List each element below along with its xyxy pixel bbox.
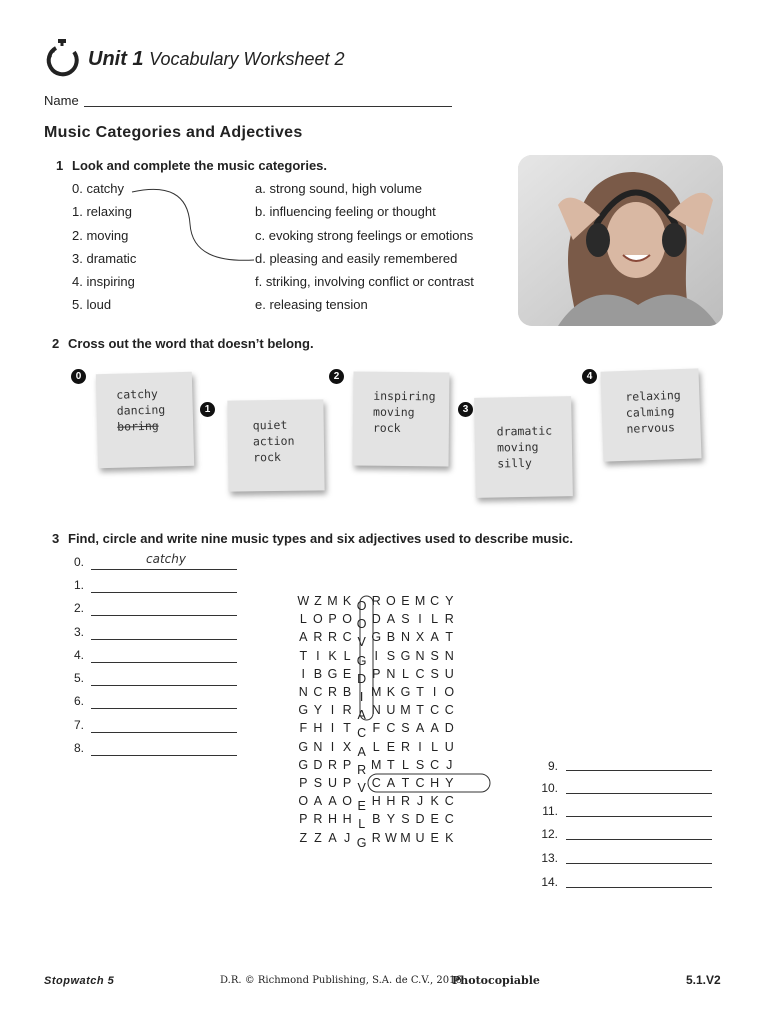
grid-letter[interactable]: L <box>401 757 409 772</box>
worksheet-label: Vocabulary Worksheet 2 <box>149 49 345 69</box>
grid-letter[interactable]: A <box>415 721 425 736</box>
grid-letter[interactable]: F <box>372 721 381 736</box>
answer-label-8: 8. <box>73 741 84 755</box>
grid-letter[interactable]: V <box>357 635 366 650</box>
grid-letter[interactable]: J <box>343 830 351 845</box>
grid-letter[interactable]: S <box>430 666 439 681</box>
answer-line-8[interactable] <box>91 754 237 756</box>
answer-line-13[interactable] <box>566 862 712 864</box>
note-2-word-3: rock <box>372 420 401 435</box>
grid-letter[interactable]: B <box>386 630 396 645</box>
grid-letter[interactable]: R <box>327 757 337 772</box>
grid-letter[interactable]: A <box>357 744 366 759</box>
stopwatch-brand-logo: Stopwatch 5 <box>44 975 115 987</box>
answer-label-6: 6. <box>73 694 84 708</box>
photocopiable-label: Photocopiable <box>452 974 540 987</box>
grid-letter[interactable]: I <box>301 666 306 681</box>
grid-letter[interactable]: F <box>299 721 308 736</box>
grid-letter[interactable]: C <box>415 776 425 790</box>
grid-letter[interactable]: Y <box>313 703 323 718</box>
grid-letter[interactable]: U <box>386 703 396 718</box>
grid-letter[interactable]: K <box>328 648 337 663</box>
ex1-left-item-2 <box>72 228 128 243</box>
grid-letter[interactable]: S <box>386 648 396 663</box>
grid-letter[interactable]: T <box>445 630 454 645</box>
grid-letter[interactable]: P <box>328 612 337 627</box>
grid-letter[interactable]: T <box>299 648 308 663</box>
ex1-left-item-5 <box>72 297 111 312</box>
grid-letter[interactable]: M <box>327 594 338 608</box>
worksheet-code: 5.1.V2 <box>686 973 721 987</box>
exercise-1-number: 1 <box>56 158 64 173</box>
grid-letter[interactable]: W <box>384 830 397 845</box>
sticky-note-3[interactable] <box>474 396 573 498</box>
grid-letter[interactable]: R <box>400 739 410 754</box>
grid-letter[interactable]: K <box>445 830 454 845</box>
grid-letter[interactable]: A <box>313 794 323 809</box>
word-search-circles <box>296 594 496 854</box>
grid-letter[interactable]: O <box>356 617 367 632</box>
grid-letter[interactable]: N <box>400 630 410 645</box>
note-4-badge: 4 <box>582 369 597 384</box>
name-field[interactable] <box>84 106 452 107</box>
grid-letter[interactable]: C <box>430 757 440 772</box>
sticky-note-4[interactable] <box>600 368 701 461</box>
grid-letter[interactable]: M <box>414 594 426 608</box>
note-4-word-2: calming <box>625 404 675 420</box>
grid-letter[interactable]: Y <box>445 594 454 608</box>
grid-letter[interactable]: S <box>401 612 410 627</box>
grid-letter[interactable]: U <box>444 739 454 754</box>
ex1-left-item-1 <box>72 204 132 219</box>
grid-letter[interactable]: L <box>299 612 307 627</box>
grid-letter[interactable]: I <box>418 612 422 627</box>
grid-letter[interactable]: P <box>299 812 308 827</box>
grid-letter[interactable]: C <box>342 630 352 645</box>
sticky-note-0 <box>96 372 194 468</box>
grid-letter[interactable]: A <box>430 721 439 736</box>
grid-letter[interactable]: H <box>313 721 323 736</box>
grid-letter[interactable]: I <box>418 739 422 754</box>
grid-letter[interactable]: P <box>342 776 352 790</box>
ex1-right-item-e: e. releasing tension <box>255 297 368 312</box>
item-number: 0. <box>72 181 83 196</box>
grid-letter[interactable]: I <box>316 648 320 663</box>
grid-letter[interactable]: E <box>386 739 396 754</box>
grid-letter[interactable]: O <box>313 612 323 627</box>
grid-letter[interactable]: E <box>430 812 439 827</box>
grid-letter[interactable]: G <box>400 648 411 663</box>
answer-label-10: 10. <box>541 781 558 795</box>
note-1-word-2: action <box>252 433 295 449</box>
grid-letter[interactable]: A <box>328 830 337 845</box>
grid-letter[interactable]: K <box>342 594 352 608</box>
grid-letter[interactable]: G <box>356 653 367 668</box>
grid-letter[interactable]: H <box>327 812 337 827</box>
grid-letter[interactable]: I <box>432 685 437 699</box>
grid-letter[interactable]: E <box>430 830 439 845</box>
grid-letter[interactable]: H <box>430 776 440 790</box>
grid-letter[interactable]: V <box>357 781 366 795</box>
grid-letter[interactable]: R <box>342 703 352 718</box>
grid-letter[interactable]: U <box>327 776 337 790</box>
grid-letter[interactable]: I <box>330 721 335 736</box>
ex1-right-item-a: a. strong sound, high volume <box>255 181 422 196</box>
grid-letter[interactable]: R <box>371 830 381 845</box>
grid-letter[interactable]: C <box>357 726 367 741</box>
unit-label: Unit 1 <box>88 48 144 70</box>
item-number: 1. <box>72 204 83 219</box>
answer-line-11[interactable] <box>566 815 712 817</box>
example-match-line <box>128 184 260 268</box>
item-word: relaxing <box>86 204 132 219</box>
grid-letter[interactable]: G <box>298 739 309 754</box>
grid-letter[interactable]: O <box>298 794 309 809</box>
answer-line-5[interactable] <box>91 684 237 686</box>
grid-letter[interactable]: N <box>371 703 381 718</box>
answer-label-11: 11. <box>542 804 558 818</box>
grid-letter[interactable]: W <box>297 594 310 608</box>
grid-letter[interactable]: M <box>371 757 382 772</box>
answer-label-3: 3. <box>73 625 84 639</box>
exercise-3-number: 3 <box>52 531 60 546</box>
note-3-word-2: moving <box>496 439 539 455</box>
grid-letter[interactable]: S <box>401 721 410 736</box>
grid-letter[interactable]: O <box>356 599 367 613</box>
grid-letter[interactable]: R <box>371 594 381 608</box>
note-3-badge: 3 <box>458 402 473 417</box>
answer-label-12: 12. <box>541 827 558 841</box>
item-word: moving <box>86 228 129 243</box>
grid-letter[interactable]: A <box>386 612 396 627</box>
ex1-left-item-0 <box>72 181 124 196</box>
exercise-2-instruction: Cross out the word that doesn’t belong. <box>68 336 314 351</box>
grid-letter[interactable]: R <box>357 762 367 777</box>
grid-letter[interactable]: B <box>342 685 352 699</box>
grid-letter[interactable]: G <box>298 757 309 772</box>
ex1-right-item-b: b. influencing feeling or thought <box>255 204 436 219</box>
answer-line-1[interactable] <box>91 591 237 593</box>
grid-letter[interactable]: C <box>430 703 440 718</box>
stopwatch-logo-icon <box>44 38 80 78</box>
answer-label-1: 1. <box>73 578 84 592</box>
section-title: Music Categories and Adjectives <box>44 124 303 141</box>
grid-letter[interactable]: E <box>342 666 352 681</box>
note-0-word-2: dancing <box>116 402 166 418</box>
sticky-note-2[interactable] <box>353 371 450 466</box>
grid-letter[interactable]: N <box>386 666 396 681</box>
ex1-right-item-f: f. striking, involving conflict or contrast <box>255 274 474 289</box>
grid-letter[interactable]: C <box>444 703 454 718</box>
answer-label-0: 0. <box>73 555 84 569</box>
answer-label-2: 2. <box>73 601 84 615</box>
grid-letter[interactable]: R <box>313 812 323 827</box>
grid-letter[interactable]: D <box>444 721 454 736</box>
grid-letter[interactable]: R <box>444 612 454 627</box>
grid-letter[interactable]: L <box>431 739 439 754</box>
grid-letter[interactable]: J <box>446 757 453 772</box>
copyright-text: D.R. © Richmond Publishing, S.A. de C.V., 2016 <box>220 975 462 986</box>
grid-letter[interactable]: L <box>358 817 366 832</box>
grid-letter[interactable]: L <box>431 612 439 627</box>
grid-letter[interactable]: Z <box>299 830 308 845</box>
grid-letter[interactable]: T <box>401 776 410 790</box>
item-word: catchy <box>86 181 125 196</box>
grid-letter[interactable]: B <box>372 812 381 827</box>
grid-letter[interactable]: Y <box>386 812 396 827</box>
item-number: 2. <box>72 228 83 243</box>
grid-letter[interactable]: D <box>415 812 425 827</box>
answer-label-14: 14. <box>541 875 558 889</box>
grid-letter[interactable]: P <box>342 757 352 772</box>
grid-letter[interactable]: S <box>415 757 425 772</box>
grid-letter[interactable]: B <box>313 666 323 681</box>
grid-letter[interactable]: E <box>357 799 366 814</box>
grid-letter[interactable]: U <box>444 666 454 681</box>
note-1-word-3: rock <box>253 449 281 465</box>
grid-letter[interactable]: L <box>343 648 351 663</box>
answer-line-6[interactable] <box>91 707 237 709</box>
ex1-left-item-3 <box>72 251 136 266</box>
exercise-2-number: 2 <box>52 336 60 351</box>
grid-letter[interactable]: O <box>385 594 396 608</box>
grid-letter[interactable]: O <box>342 612 352 627</box>
answer-line-14[interactable] <box>566 886 712 888</box>
answer-line-9[interactable] <box>566 769 712 771</box>
grid-letter[interactable]: N <box>415 648 425 663</box>
grid-letter[interactable]: D <box>357 671 367 686</box>
grid-letter[interactable]: G <box>298 703 309 718</box>
grid-letter[interactable]: C <box>444 794 454 809</box>
grid-letter[interactable]: M <box>371 685 382 699</box>
grid-letter[interactable]: C <box>313 685 323 699</box>
ex1-right-item-c: c. evoking strong feelings or emotions <box>255 228 474 243</box>
grid-letter[interactable]: S <box>430 648 439 663</box>
answer-line-3[interactable] <box>91 638 237 640</box>
grid-letter[interactable]: A <box>430 630 439 645</box>
grid-letter[interactable]: N <box>298 685 308 699</box>
grid-letter[interactable]: G <box>400 685 411 699</box>
grid-letter[interactable]: I <box>330 739 335 754</box>
grid-letter[interactable]: X <box>415 630 425 645</box>
grid-letter[interactable]: S <box>401 812 410 827</box>
note-1-badge: 1 <box>200 402 215 417</box>
grid-letter[interactable]: R <box>313 630 323 645</box>
grid-letter[interactable]: C <box>386 721 396 736</box>
grid-letter[interactable]: G <box>327 666 338 681</box>
example-answer: catchy <box>146 552 186 566</box>
grid-letter[interactable]: I <box>359 690 364 704</box>
grid-letter[interactable]: R <box>400 794 410 809</box>
grid-letter[interactable]: A <box>299 630 308 645</box>
answer-label-4: 4. <box>73 648 84 662</box>
answer-label-7: 7. <box>73 718 84 732</box>
grid-letter[interactable]: I <box>374 648 378 663</box>
grid-letter[interactable]: A <box>328 794 337 809</box>
answer-line-2[interactable] <box>91 614 237 616</box>
grid-letter[interactable]: A <box>357 708 366 723</box>
note-0-word-1: catchy <box>116 386 159 402</box>
grid-letter[interactable]: R <box>327 630 337 645</box>
exercise-1-heading <box>56 158 327 173</box>
answer-label-13: 13. <box>541 851 558 865</box>
worksheet-title <box>88 48 345 71</box>
exercise-2-heading <box>52 336 314 351</box>
grid-letter[interactable]: R <box>327 685 337 699</box>
answer-label-9: 9. <box>547 759 558 773</box>
note-2-word-2: moving <box>373 404 415 420</box>
grid-letter[interactable]: A <box>386 776 396 790</box>
grid-letter[interactable]: D <box>313 757 323 772</box>
grid-letter[interactable]: X <box>342 739 352 754</box>
grid-letter[interactable]: G <box>356 835 367 850</box>
grid-letter[interactable]: T <box>387 757 395 772</box>
item-number: 5. <box>72 297 83 312</box>
grid-letter[interactable]: N <box>313 739 323 754</box>
item-word: inspiring <box>86 274 135 289</box>
answer-label-5: 5. <box>73 671 84 685</box>
item-number: 3. <box>72 251 83 266</box>
note-4-word-3: nervous <box>626 420 676 436</box>
grid-letter[interactable]: P <box>372 666 381 681</box>
grid-letter[interactable]: P <box>299 776 308 790</box>
grid-letter[interactable]: T <box>416 703 424 718</box>
grid-letter[interactable]: O <box>342 794 352 809</box>
note-2-word-1: inspiring <box>373 388 436 404</box>
grid-letter[interactable]: H <box>342 812 352 827</box>
grid-letter[interactable]: K <box>430 794 439 809</box>
grid-letter[interactable]: U <box>415 830 425 845</box>
exercise-3-instruction: Find, circle and write nine music types and six adjectives used to describe music. <box>68 531 574 546</box>
grid-letter[interactable]: L <box>401 666 409 681</box>
grid-letter[interactable]: M <box>400 703 411 718</box>
exercise-3-heading <box>52 531 573 546</box>
exercise-1-instruction: Look and complete the music categories. <box>72 158 328 173</box>
grid-letter[interactable]: C <box>444 812 454 827</box>
grid-letter[interactable]: N <box>444 648 454 663</box>
grid-letter[interactable]: L <box>372 739 380 754</box>
grid-letter[interactable]: G <box>371 630 382 645</box>
grid-letter[interactable]: Y <box>445 776 454 790</box>
note-1-word-1: quiet <box>252 417 288 433</box>
grid-letter[interactable]: O <box>444 685 455 699</box>
grid-letter[interactable]: Z <box>314 594 322 608</box>
answer-line-7[interactable] <box>91 731 237 733</box>
grid-letter[interactable]: M <box>400 830 411 845</box>
answer-line-10[interactable] <box>566 792 712 794</box>
answer-line-4[interactable] <box>91 661 237 663</box>
grid-letter[interactable]: C <box>371 776 381 790</box>
grid-letter[interactable]: I <box>330 703 335 718</box>
note-3-word-1: dramatic <box>496 423 553 439</box>
ex1-left-item-4 <box>72 274 135 289</box>
note-2-badge: 2 <box>329 369 344 384</box>
answer-line-0 <box>91 568 237 570</box>
ex1-right-item-d: d. pleasing and easily remembered <box>255 251 458 266</box>
grid-letter[interactable]: T <box>416 685 424 699</box>
grid-letter[interactable]: K <box>386 685 396 699</box>
grid-letter[interactable]: Z <box>314 830 322 845</box>
note-0-badge: 0 <box>71 369 86 384</box>
grid-letter[interactable]: H <box>371 794 381 809</box>
name-label: Name <box>44 93 79 108</box>
grid-letter[interactable]: J <box>416 794 424 809</box>
item-word: loud <box>86 297 112 312</box>
grid-letter[interactable]: C <box>415 666 425 681</box>
grid-letter[interactable]: H <box>386 794 396 809</box>
answer-line-12[interactable] <box>566 838 712 840</box>
grid-letter[interactable]: S <box>313 776 323 790</box>
grid-letter[interactable]: D <box>371 612 381 627</box>
grid-letter[interactable]: C <box>430 594 440 608</box>
item-word: dramatic <box>86 251 137 266</box>
grid-letter[interactable]: E <box>401 594 410 608</box>
girl-with-headphones-photo <box>518 155 723 326</box>
grid-letter[interactable]: T <box>343 721 351 736</box>
note-0-word-crossed: boring <box>116 418 159 434</box>
item-number: 4. <box>72 274 83 289</box>
sticky-note-1[interactable] <box>227 399 324 491</box>
note-3-word-3: silly <box>497 455 533 471</box>
note-4-word-1: relaxing <box>625 387 681 404</box>
